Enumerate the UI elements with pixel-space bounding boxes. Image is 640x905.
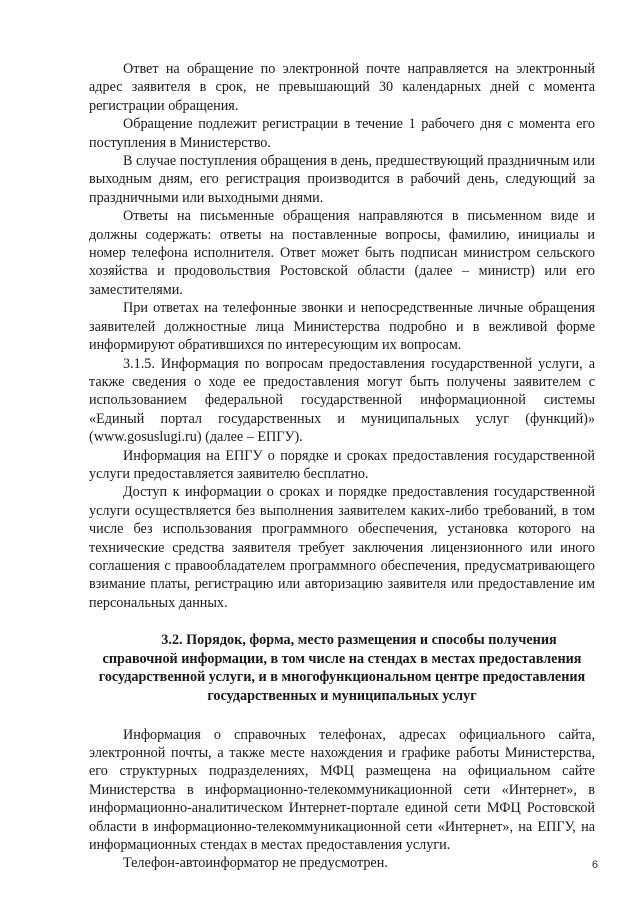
paragraph-autoinformer: Телефон-автоинформатор не предусмотрен. [123,855,388,872]
section-heading-line: государственных и муниципальных услуг [207,687,477,704]
document-body [89,60,595,873]
paragraph-holiday-registration: В случае поступления обращения в день, предшествующий праздничным или выходным дням, его регистрация производится в рабочий день, следующий за праздничными или выходными днями. [89,153,595,206]
paragraph-phone-responses: При ответах на телефонные звонки и непосредственные личные обращения заявителей должностные лица Министерства подробно и в вежливой форме информируют обратившихся по интересующим их вопросам. [89,300,595,354]
paragraph-contact-info: Информация о справочных телефонах, адресах официального сайта, электронной почты, а также месте нахождения и графике работы Министерства, его структурных подразделениях, МФЦ размещена на официальном сайте Министерства в информационно-телекоммуникационной сети «Интернет», в информационно-аналитическом Интернет-портале единой сети МФЦ Ростовской области в информационно-телекоммуникационной сети «Интернет», на ЕПГУ, на информационных стендах в местах предоставления услуги. [89,726,595,853]
paragraph-section-3-1-5: 3.1.5. Информация по вопросам предоставления государственной услуги, а также сведения о ходе ее предоставления могут быть получены заявителем с использованием федеральной государственной информационной системы «Единый портал государственных и муниципальных услуг (функций)» (www.gosuslugi.ru) (далее – ЕПГУ). [89,355,595,446]
paragraph-access-info: Доступ к информации о сроках и порядке предоставления государственной услуги осуществляется без выполнения заявителем каких-либо требований, в том числе без использования программного обеспечения, установка которого на технические средства заявителя требует заключения лицензионного или иного соглашения с правообладателем программного обеспечения, предусматривающего взимание платы, регистрацию или авторизацию заявителя или предоставление им персональных данных. [89,484,595,611]
page-number: 6 [591,859,598,871]
paragraph-registration: Обращение подлежит регистрации в течение 1 рабочего дня с момента его поступления в Министерство. [89,116,595,151]
section-heading-line: государственной услуги, и в многофункциональном центре предоставления [98,669,586,686]
paragraph-written-responses: Ответы на письменные обращения направляются в письменном виде и должны содержать: ответы на поставленные вопросы, фамилию, инициалы и номер телефона исполнителя. Ответ может быть подписан министром сельского хозяйства и продовольствия Ростовской области (далее – министр) или его заместителями. [89,208,595,298]
section-heading-3-2 [89,631,595,705]
section-heading-line: справочной информации, в том числе на стендах в местах предоставления [102,650,582,667]
paragraph-email-response: Ответ на обращение по электронной почте направляется на электронный адрес заявителя в срок, не превышающий 30 календарных дней с момента регистрации обращения. [89,61,595,114]
paragraph-epgu-free: Информация на ЕПГУ о порядке и сроках предоставления государственной услуги предоставляется заявителю бесплатно. [89,447,595,482]
section-heading-line: 3.2. Порядок, форма, место размещения и способы получения [161,632,557,649]
